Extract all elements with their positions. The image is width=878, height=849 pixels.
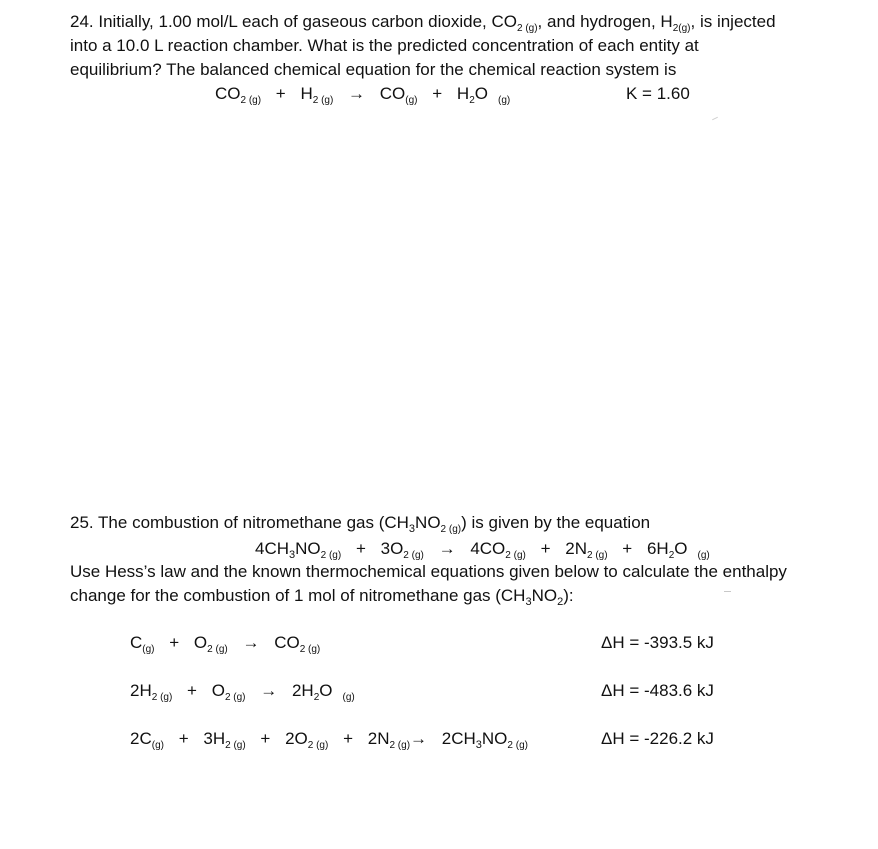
q24-line-2: into a 10.0 L reaction chamber. What is the predicted concentration of each entity at xyxy=(70,36,699,55)
q24-k-value: K = 1.60 xyxy=(626,84,690,103)
enthalpy-2: ΔH = -483.6 kJ xyxy=(601,681,714,700)
reaction-arrow: → xyxy=(242,633,260,652)
q25-line-3: change for the combustion of 1 mol of nitromethane gas $(CH_3NO_2)$: xyxy=(70,586,574,608)
enthalpy-1: ΔH = -393.5 kJ xyxy=(601,633,714,652)
q24-line-1: 24. Initially, 1.00 mol/L each of gaseous carbon dioxide, $CO_{2 (g)}$, and hydrogen, $H_{2(g)}$, is injected xyxy=(70,12,776,34)
q25-line-2: Use Hess’s law and the known thermochemical equations given below to calculate the enthalpy xyxy=(70,562,787,581)
q25-equation: $4CH_3NO_{2 (g)} + 3O_{2 (g)} \to 4CO_{2 (g)} + 2N_{2 (g)} + 6H_2O$ $_{(g)}$ xyxy=(255,539,710,561)
thermo-reaction-3: $2C_{(g)} + 3H_{2 (g)} + 2O_{2 (g)} + 2N_{2 (g)}\to 2CH_3NO_{2 (g)}$ xyxy=(130,729,528,751)
q24-equation: $CO_{2 (g)} + H_{2 (g)} \to CO_{(g)} + H_2O$ $_{(g)}$ xyxy=(215,84,511,106)
stray-mark xyxy=(724,591,731,592)
thermo-reaction-1: $C_{(g)} + O_{2 (g)} \to CO_{2 (g)}$ xyxy=(130,633,321,655)
q25-line-1: 25. The combustion of nitromethane gas $(CH_3NO_{2 (g)})$ is given by the equation xyxy=(70,513,651,535)
reaction-arrow: → xyxy=(410,729,428,748)
q24-line-3: equilibrium? The balanced chemical equation for the chemical reaction system is xyxy=(70,60,677,79)
reaction-arrow: → xyxy=(348,84,366,103)
thermo-reaction-2: $2H_{2 (g)} + O_{2 (g)} \to 2H_2O$ $_{(g)}$ xyxy=(130,681,355,703)
reaction-arrow: → xyxy=(438,539,456,558)
enthalpy-3: ΔH = -226.2 kJ xyxy=(601,729,714,748)
stray-mark xyxy=(712,117,718,120)
reaction-arrow: → xyxy=(260,681,278,700)
